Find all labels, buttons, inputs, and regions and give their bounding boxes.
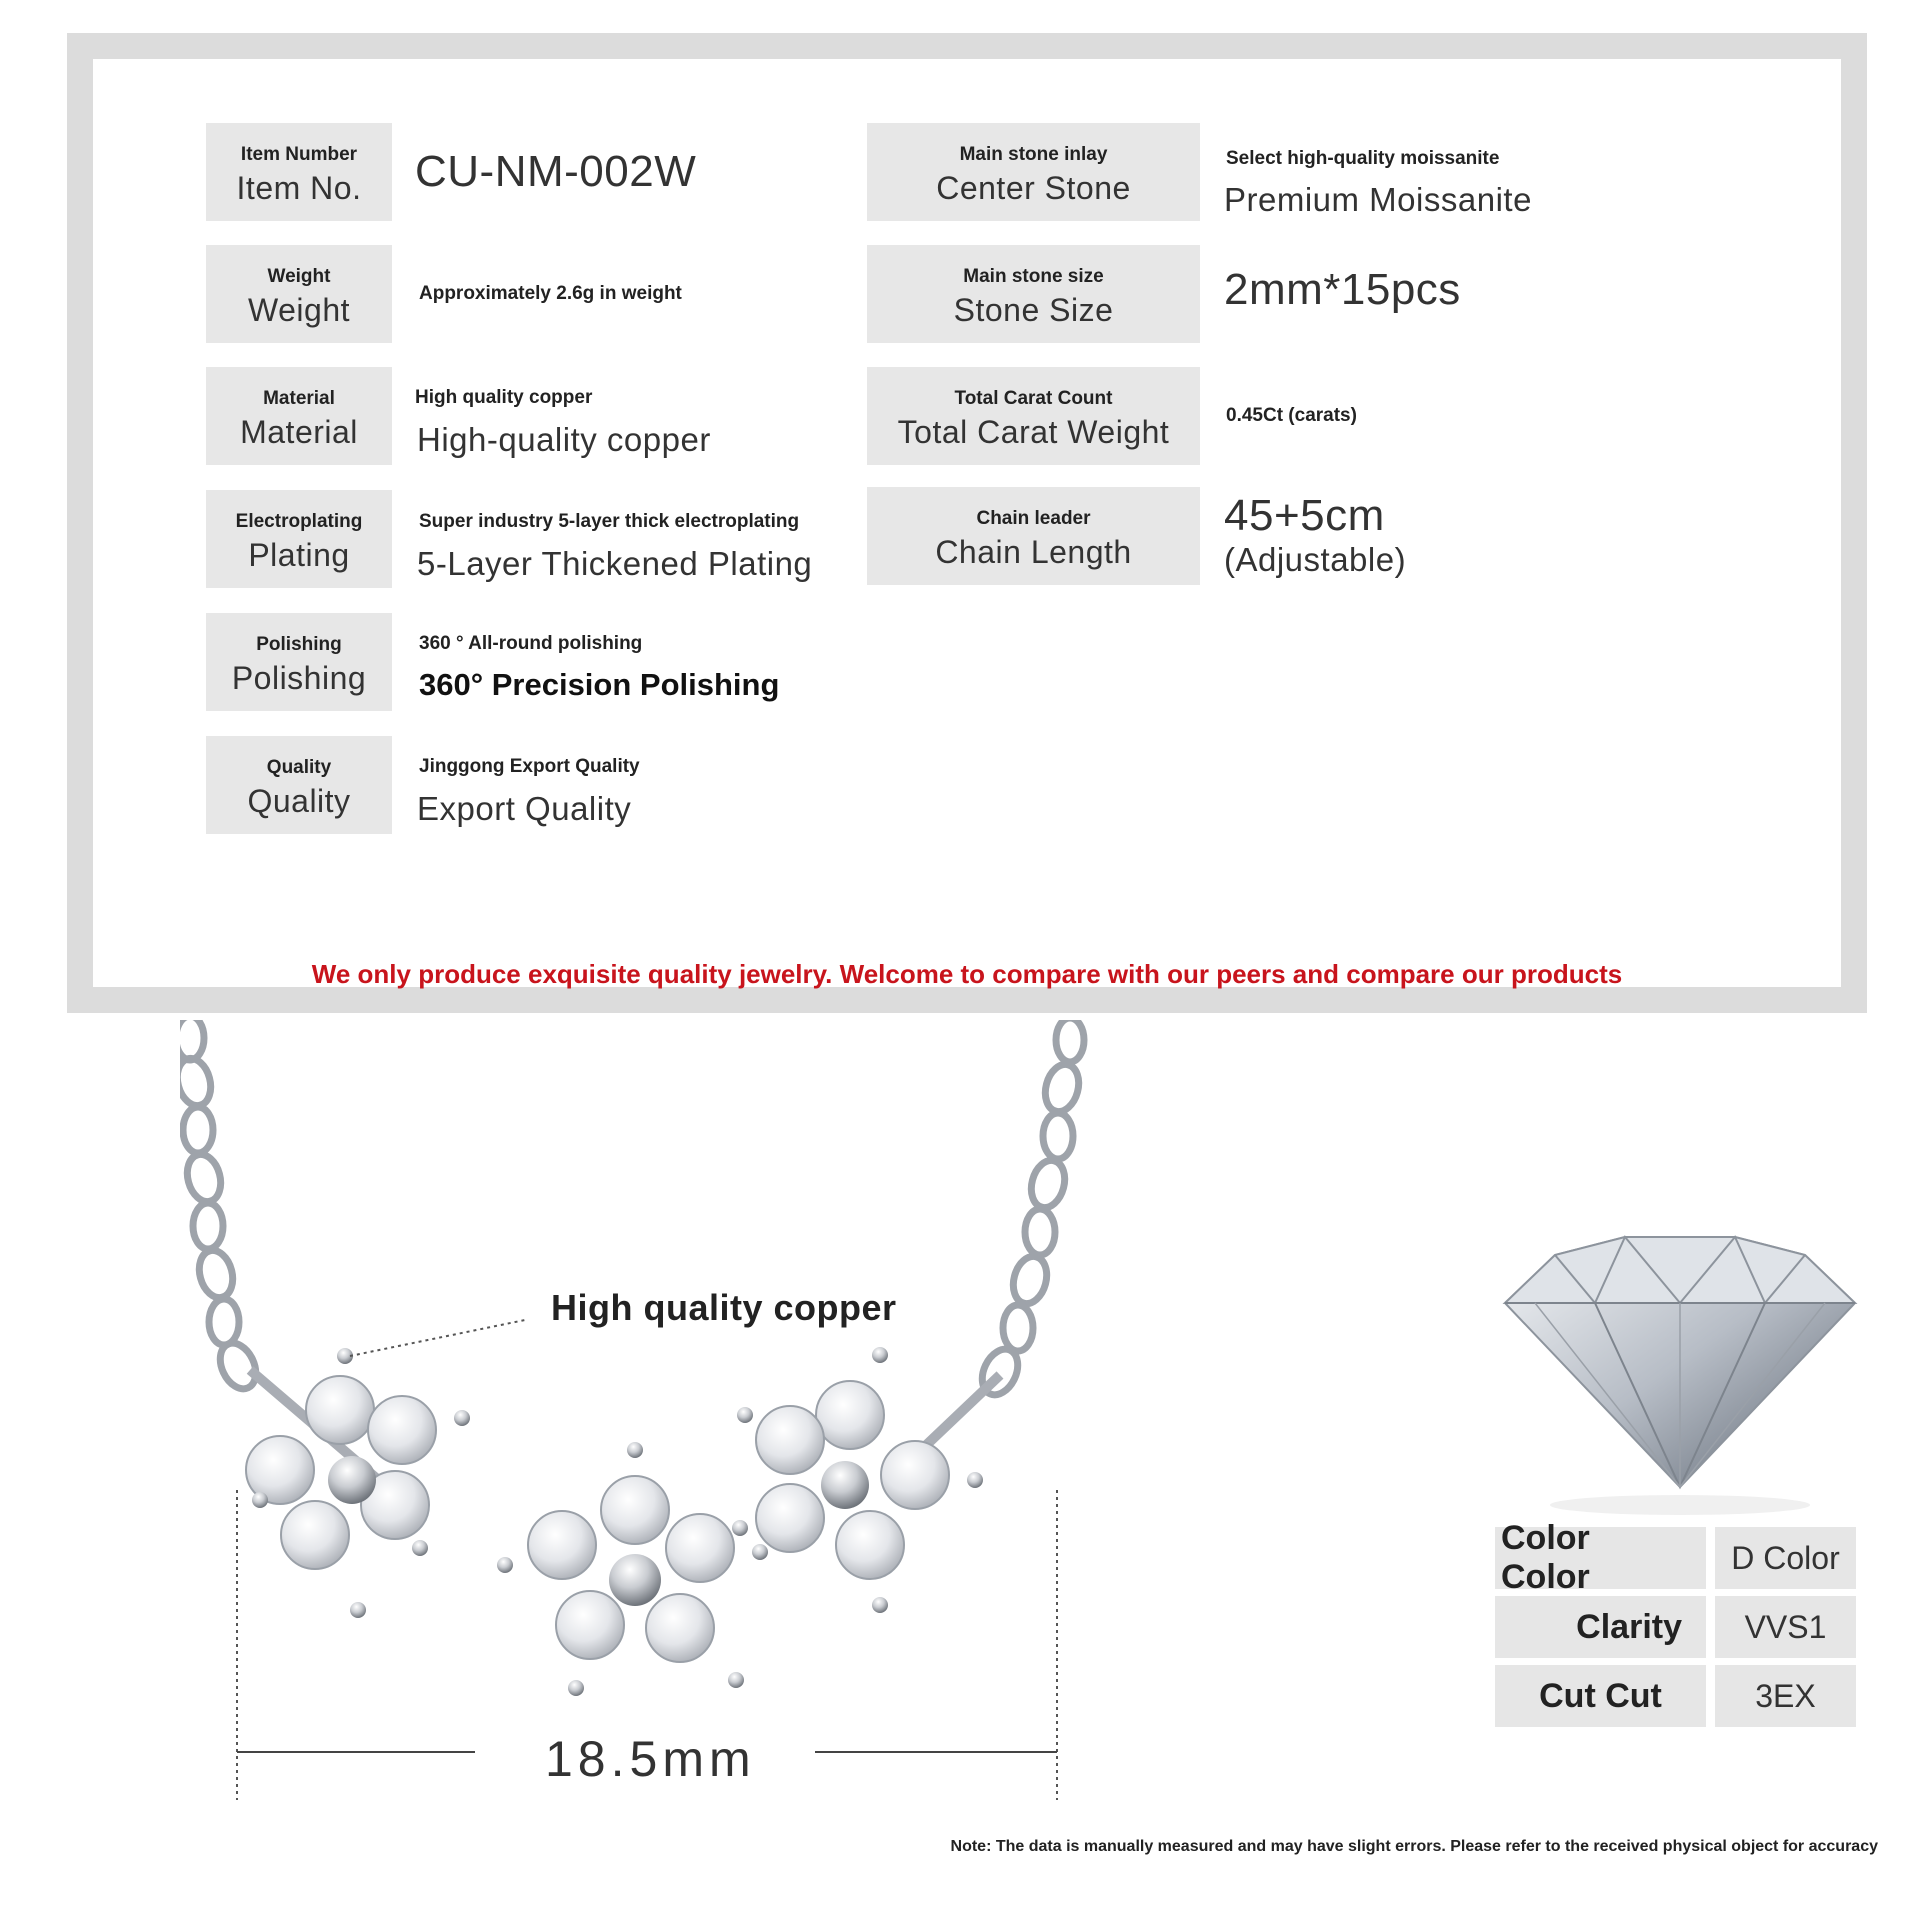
label-en: Item Number [240,144,358,165]
label-total-carat [867,367,1200,465]
value-center-stone-big: Premium Moissanite [1224,181,1532,218]
label-stone-size [867,245,1200,343]
measurement-note: Note: The data is manually measured and may have slight errors. Please refer to the received physical object for accuracy [950,1838,1878,1855]
value-material-small: High quality copper [415,387,593,408]
value-chain-length: 45+5cm [1224,491,1385,540]
value-item-number: CU-NM-002W [415,147,697,196]
spec-val-cut: 3EX [1715,1665,1856,1727]
spec-val-clarity: VVS1 [1715,1596,1856,1658]
diamond-image [1495,1225,1870,1515]
tagline: We only produce exquisite quality jewelry. Welcome to compare with our peers and compare our products [311,959,1623,989]
label-en: Total Carat Count [954,388,1113,409]
label-cn: Stone Size [953,292,1114,328]
value-plating-big: 5-Layer Thickened Plating [417,545,813,582]
spec-key-clarity: Clarity [1495,1596,1706,1658]
label-en: Quality [266,757,332,778]
value-polishing-small: 360 ° All-round polishing [419,633,643,654]
label-en: Weight [267,266,331,287]
label-en: Main stone inlay [959,144,1108,165]
label-en: Main stone size [963,266,1104,287]
spec-panel [93,59,1841,987]
label-cn: Center Stone [936,170,1131,206]
label-center-stone [867,123,1200,221]
label-cn: Total Carat Weight [897,414,1170,450]
spec-key-cut: Cut Cut [1495,1665,1706,1727]
label-quality [206,736,392,834]
label-polishing [206,613,392,711]
label-en: Polishing [256,634,342,655]
label-cn: Plating [248,537,350,573]
value-stone-size: 2mm*15pcs [1224,265,1461,314]
label-material [206,367,392,465]
label-cn: Item No. [236,170,362,206]
label-en: Chain leader [976,508,1091,529]
label-cn: Polishing [231,660,367,696]
label-electroplating [206,490,392,588]
value-material-big: High-quality copper [417,421,711,458]
value-plating-small: Super industry 5-layer thick electroplating [419,511,800,532]
label-chain-length [867,487,1200,585]
dimension-label: 18.5mm [545,1731,756,1787]
value-chain-length-sub: (Adjustable) [1224,541,1407,578]
label-cn: Material [240,414,358,450]
label-cn: Quality [247,783,351,819]
label-en: Electroplating [235,511,363,532]
value-center-stone-small: Select high-quality moissanite [1226,148,1500,169]
label-en: Material [263,388,335,409]
spec-key-color: Color Color [1495,1527,1706,1589]
value-total-carat: 0.45Ct (carats) [1226,405,1357,426]
spec-val-color: D Color [1715,1527,1856,1589]
necklace-image [180,1020,1100,1800]
callout-label: High quality copper [551,1287,897,1328]
label-item-number [206,123,392,221]
value-quality-small: Jinggong Export Quality [419,756,640,777]
value-polishing-big: 360° Precision Polishing [419,667,780,702]
label-cn: Chain Length [935,534,1132,570]
value-quality-big: Export Quality [417,790,632,827]
value-weight: Approximately 2.6g in weight [419,283,682,304]
label-cn: Weight [247,292,350,328]
label-weight [206,245,392,343]
